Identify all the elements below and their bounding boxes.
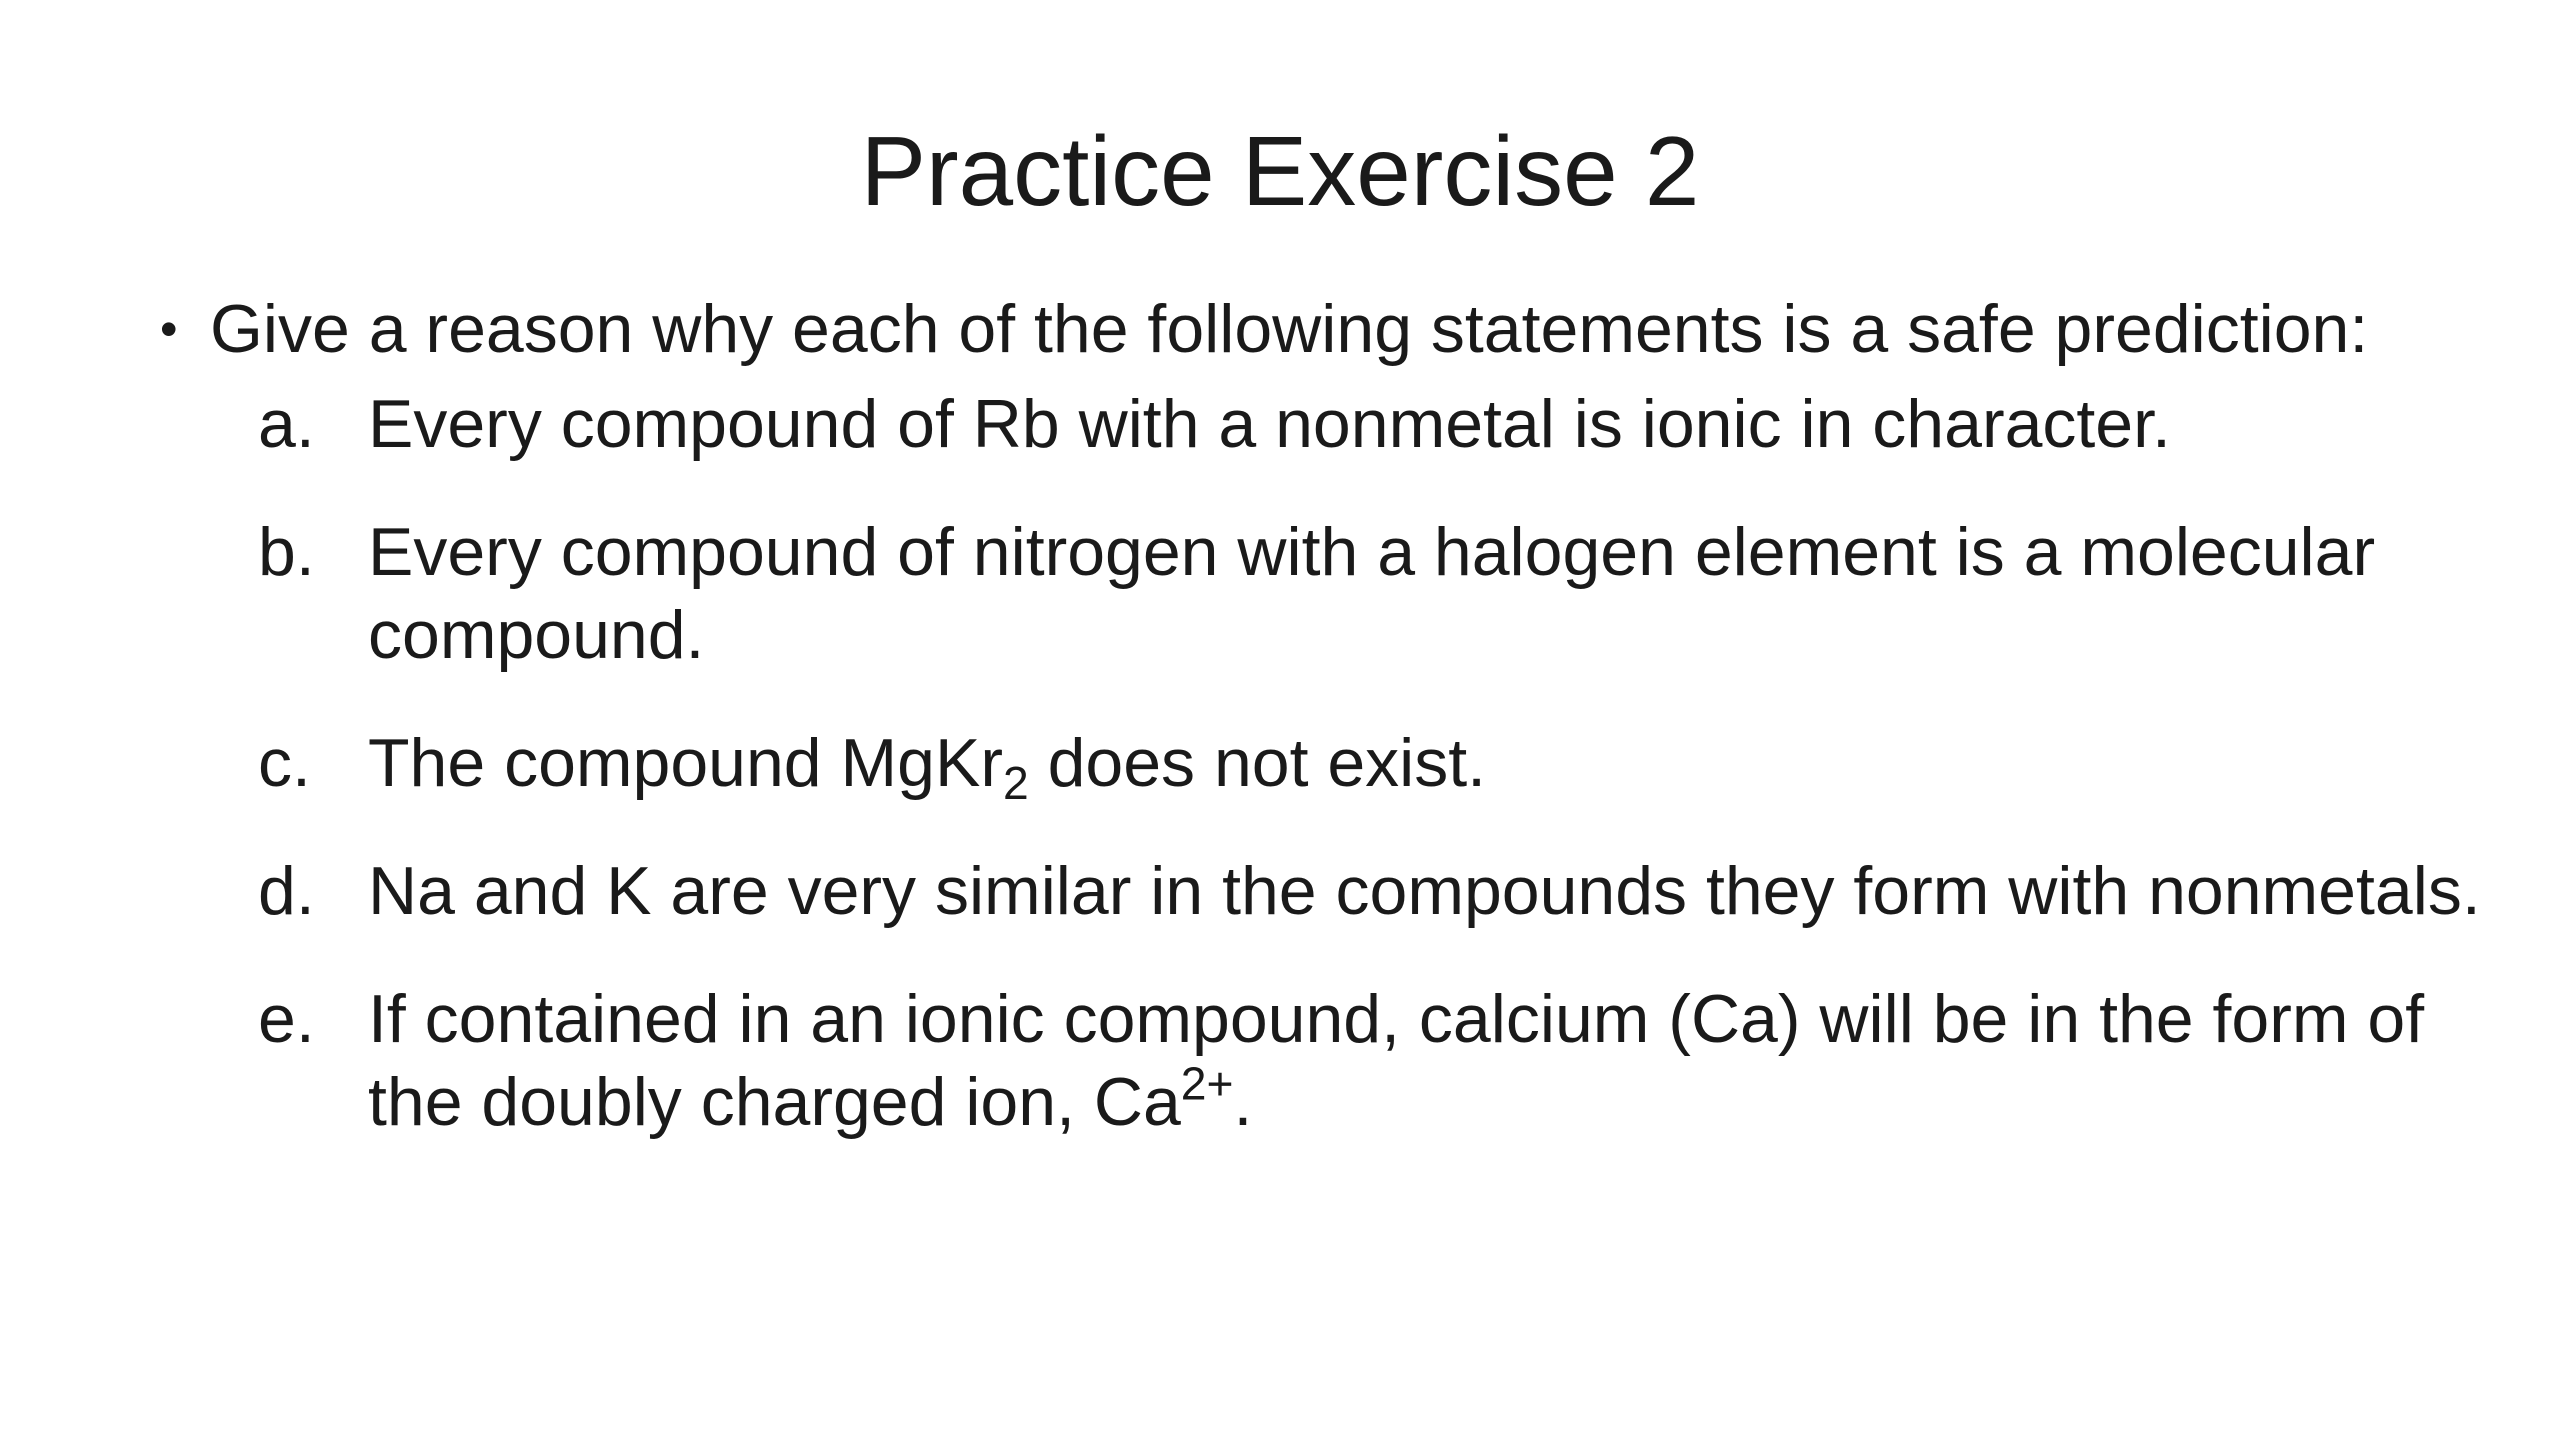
bullet-icon: • — [160, 301, 178, 357]
sub-item-letter: c. — [258, 725, 311, 801]
sub-item-letter: b. — [258, 514, 315, 590]
sub-item-e — [160, 978, 2460, 1144]
superscript: 2+ — [1180, 1057, 1234, 1110]
subscript: 2 — [1002, 756, 1029, 809]
sub-item-text: Na and K are very similar in the compounds they form with nonmetals. — [368, 853, 2481, 929]
sub-item-letter: a. — [258, 386, 315, 462]
sub-item-d — [160, 850, 2481, 933]
bullet-text: Give a reason why each of the following statements is a safe prediction: — [210, 291, 2369, 367]
sub-item-letter: e. — [258, 981, 315, 1057]
sub-list — [160, 383, 2481, 1144]
sub-item-text: Every compound of nitrogen with a halogen element is a molecular compound. — [368, 514, 2376, 673]
sub-item-text — [368, 978, 2508, 1144]
ion-tail: . — [1233, 1064, 1253, 1140]
slide-title: Practice Exercise 2 — [860, 116, 1700, 226]
formula-text: The compound MgKr — [368, 725, 1003, 801]
ion-text: If contained in an ionic compound, calcium (Ca) will be in the form of the doubly charged ion, Ca — [368, 981, 2425, 1140]
sub-item-a — [160, 383, 2460, 466]
sub-item-c — [160, 722, 2460, 809]
sub-item-text: Every compound of Rb with a nonmetal is ionic in character. — [368, 386, 2171, 462]
sub-item-b — [160, 511, 2460, 677]
bullet-item — [160, 288, 2460, 371]
slide-body — [160, 288, 2481, 1189]
formula-tail: does not exist. — [1028, 725, 1487, 801]
sub-item-text — [368, 722, 2508, 809]
sub-item-letter: d. — [258, 853, 315, 929]
